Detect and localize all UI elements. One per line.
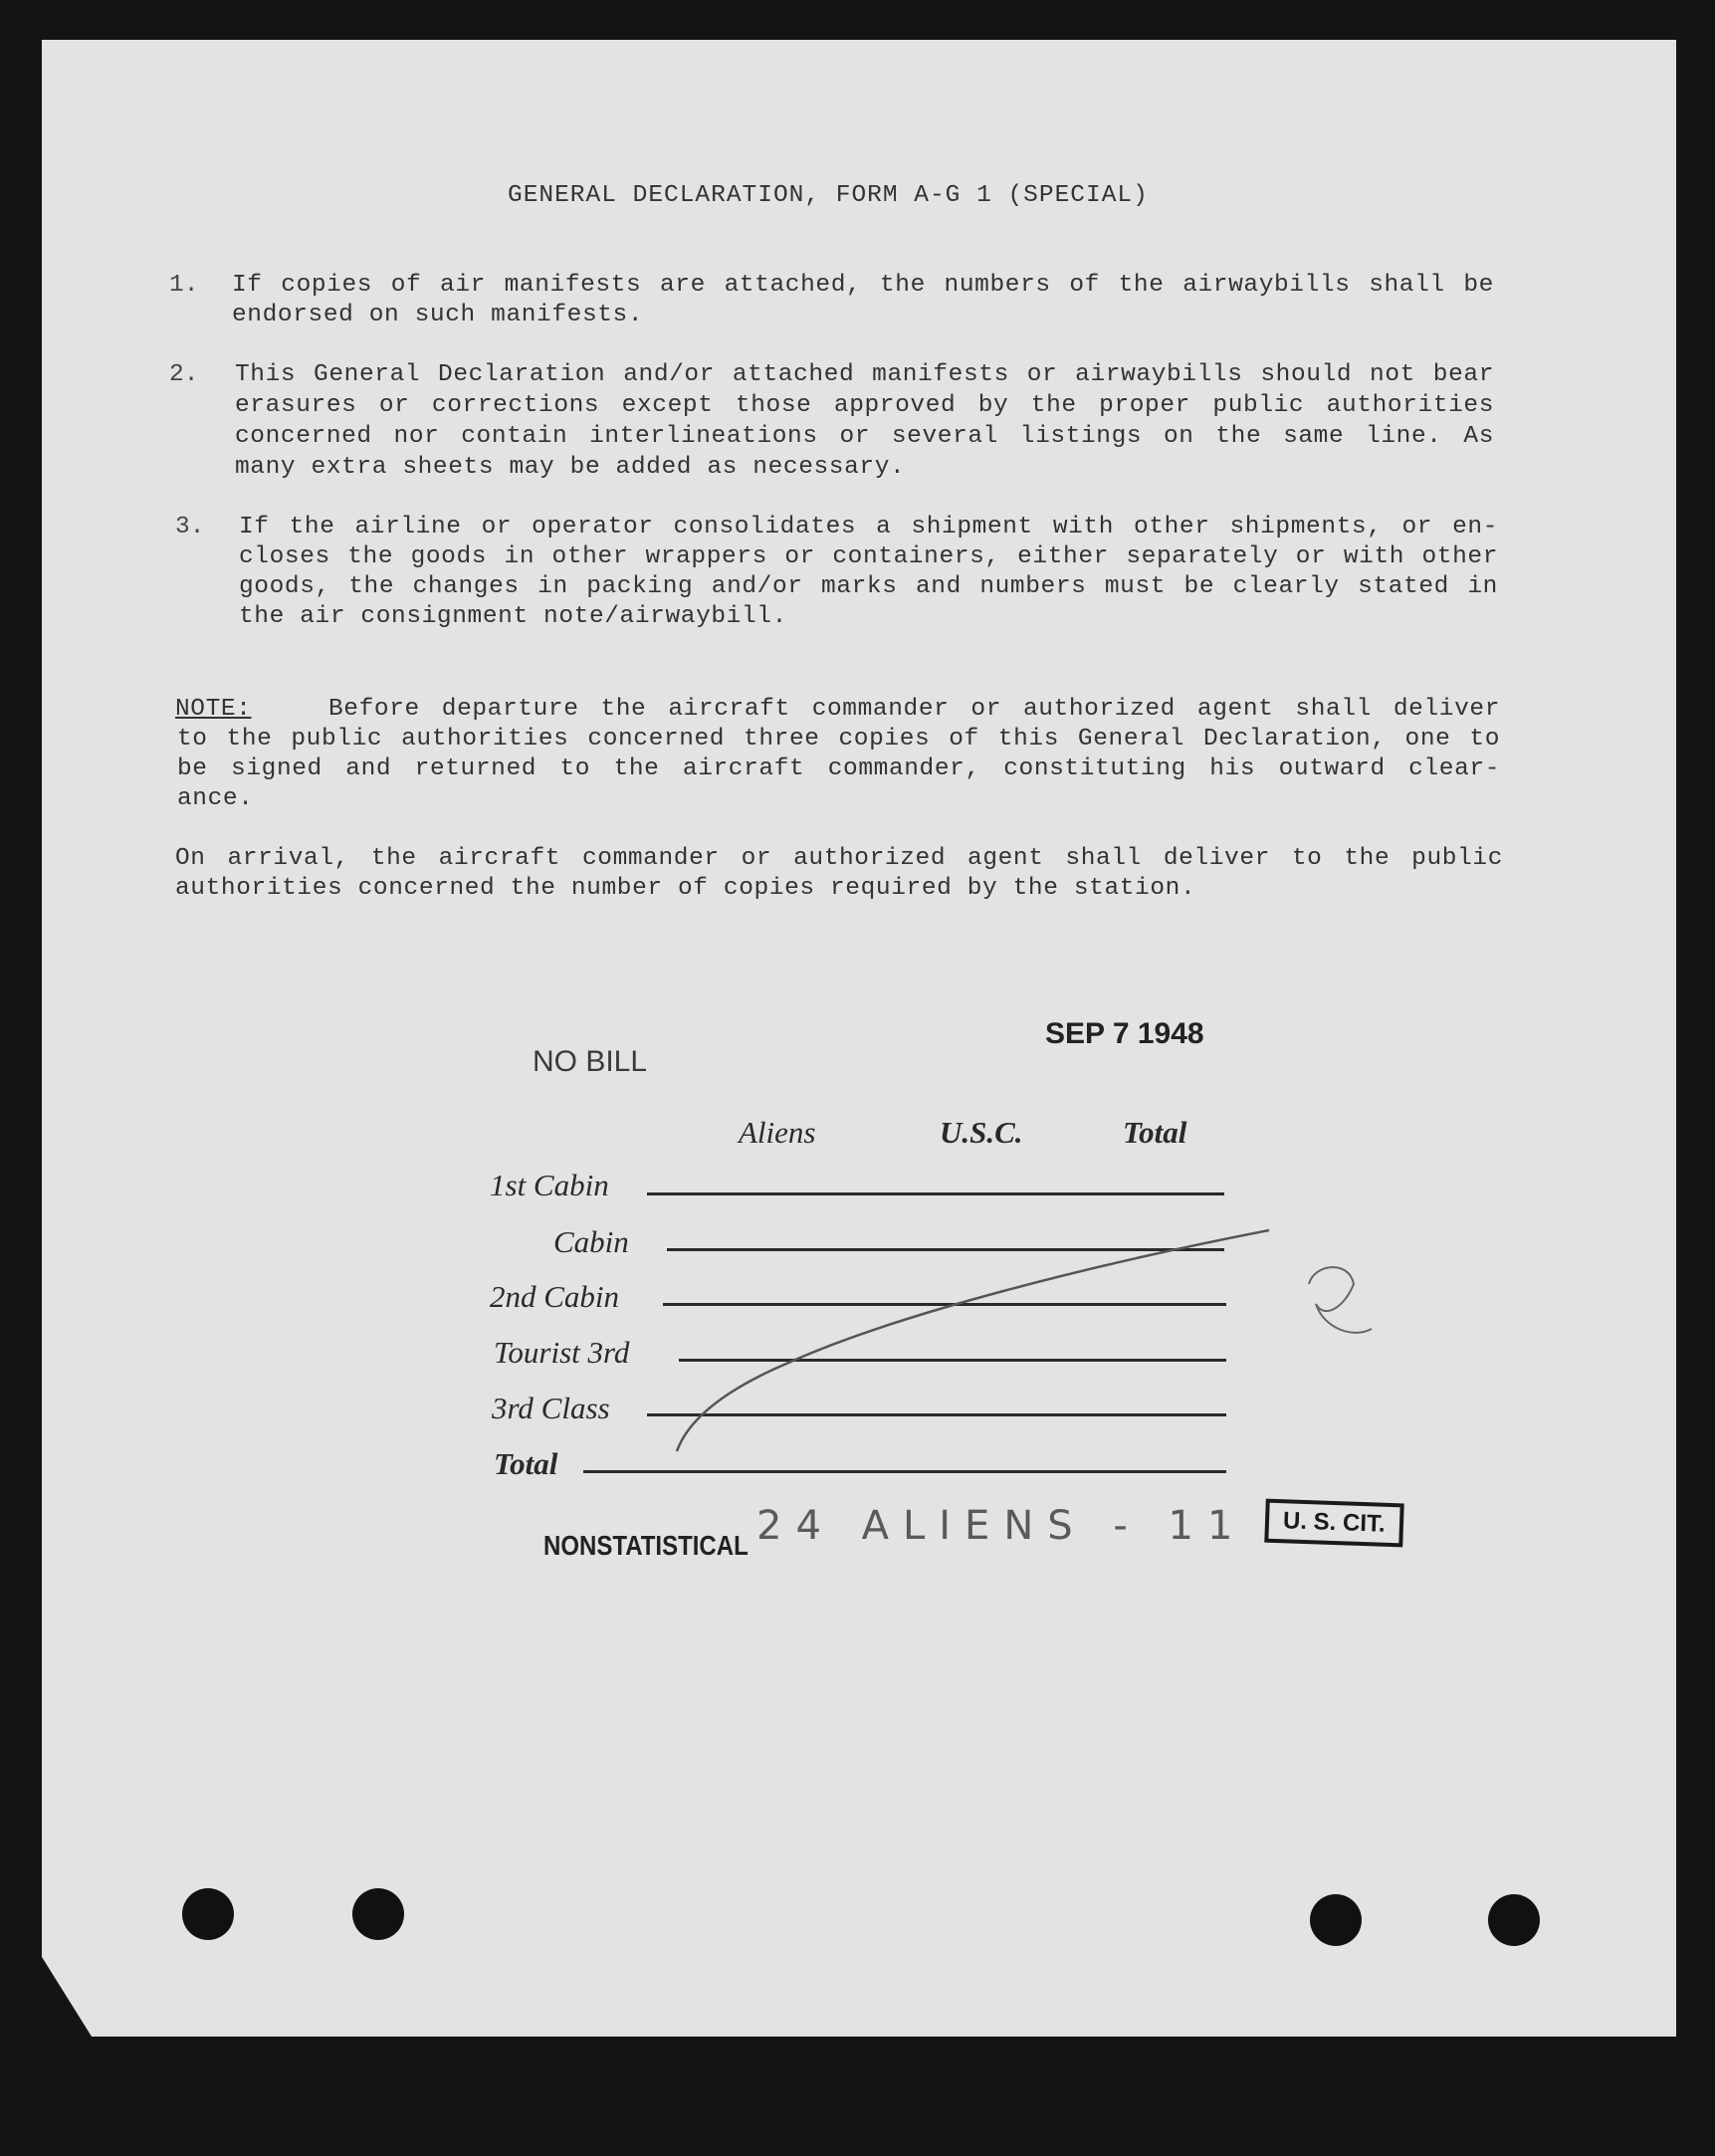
item-number: 3. [175, 514, 205, 540]
note-label: NOTE: [175, 696, 252, 723]
item-line: many extra sheets may be added as necessary. [235, 454, 906, 481]
handwritten-note: 24 ALIENS - 11 [756, 1503, 1247, 1549]
item-line: erasures or corrections except those approved by the proper public authorities [235, 392, 1494, 419]
item-number: 1. [169, 272, 199, 299]
column-header-total: Total [1123, 1115, 1187, 1150]
page-title: GENERAL DECLARATION, FORM A-G 1 (SPECIAL) [508, 182, 1149, 209]
item-number: 2. [169, 361, 199, 388]
item-line: the air consignment note/airwaybill. [239, 603, 787, 630]
arrival-line: authorities concerned the number of copies required by the station. [175, 875, 1196, 902]
item-line: endorsed on such manifests. [232, 302, 644, 328]
item-line: closes the goods in other wrappers or containers, either separately or with other [239, 543, 1498, 570]
punch-hole [352, 1888, 404, 1940]
note-line: be signed and returned to the aircraft commander, constituting his outward clear- [177, 755, 1500, 782]
row-label: Tourist 3rd [494, 1335, 630, 1370]
row-label: Cabin [553, 1224, 629, 1259]
note-line: Before departure the aircraft commander or authorized agent shall deliver [328, 696, 1500, 723]
arrival-line: On arrival, the aircraft commander or authorized agent shall deliver to the public [175, 845, 1503, 872]
punch-hole [1310, 1894, 1362, 1946]
us-cit-stamp: U. S. CIT. [1264, 1499, 1403, 1548]
column-header-usc: U.S.C. [940, 1115, 1023, 1150]
nonstatistical-stamp: NONSTATISTICAL [543, 1530, 749, 1562]
item-line: This General Declaration and/or attached manifests or airwaybills should not bear [235, 361, 1494, 388]
row-label: 3rd Class [492, 1391, 610, 1425]
punch-hole [182, 1888, 234, 1940]
pen-scribble [1309, 1267, 1372, 1333]
punch-hole [1488, 1894, 1540, 1946]
row-label: Total [494, 1446, 558, 1481]
item-line: If copies of air manifests are attached, the numbers of the airwaybills shall be [232, 272, 1494, 299]
row-label: 1st Cabin [490, 1168, 609, 1202]
strike-stroke [677, 1230, 1269, 1451]
row-label: 2nd Cabin [490, 1279, 620, 1314]
item-line: goods, the changes in packing and/or marks and numbers must be clearly stated in [239, 573, 1498, 600]
note-line: ance. [177, 785, 254, 812]
item-line: concerned nor contain interlineations or several listings on the same line. As [235, 423, 1494, 450]
no-bill-stamp: NO BILL [533, 1045, 648, 1078]
item-line: If the airline or operator consolidates a shipment with other shipments, or en- [239, 514, 1498, 540]
date-stamp: SEP 7 1948 [1045, 1017, 1204, 1050]
column-header-aliens: Aliens [739, 1115, 816, 1150]
note-line: to the public authorities concerned three copies of this General Declaration, one to [177, 726, 1500, 753]
